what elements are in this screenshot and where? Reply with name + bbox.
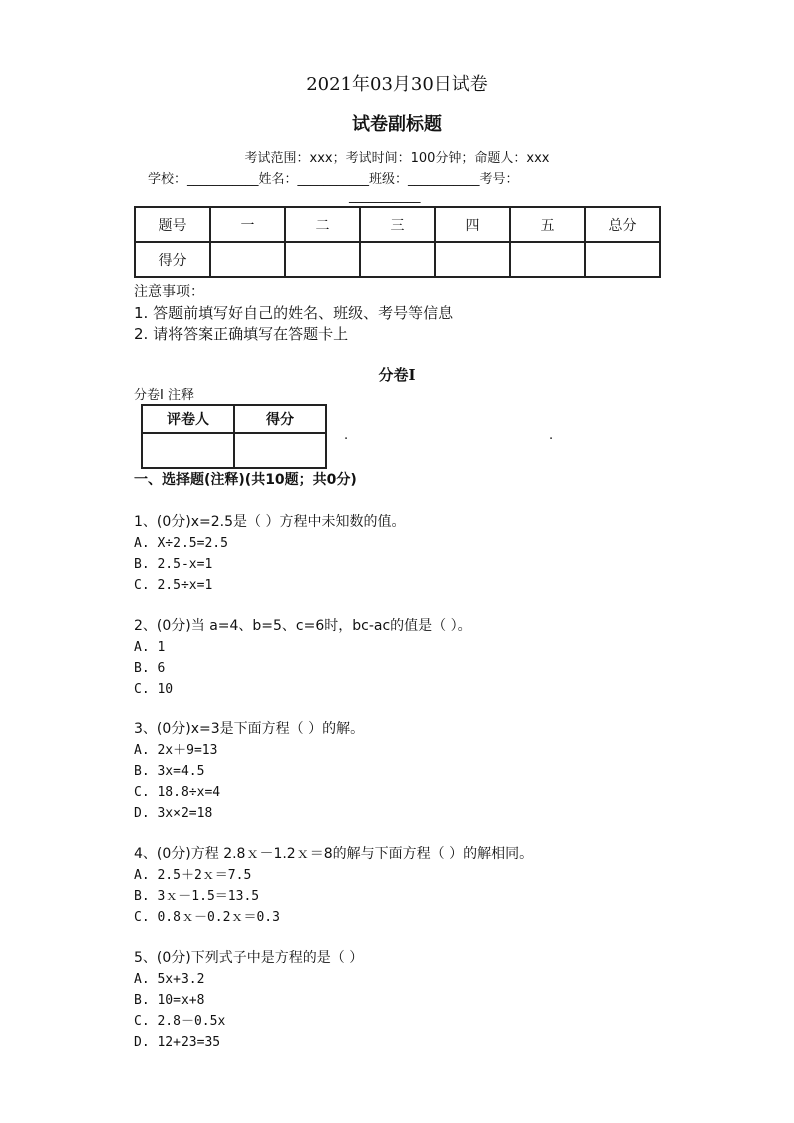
question-4 [134,844,533,928]
score-cell-empty [435,242,510,277]
question-2 [134,616,472,700]
exam-title: 2021年03月30日试卷 [306,74,488,95]
grader-header-row [142,405,326,433]
dot-marker: . [344,428,349,443]
dot-marker: . [549,428,554,443]
question-option: B. 3ｘ－1.5＝13.5 [134,889,260,904]
question-option: A. 2x＋9=13 [134,743,218,758]
grader-body-row [142,433,326,468]
score-cell-empty [360,242,435,277]
score-table-score-row [135,242,660,277]
score-table-header-row [135,207,660,242]
question-stem: 4、(0分)方程 2.8ｘ－1.2ｘ＝8的解与下面方程（ ）的解相同。 [134,846,534,862]
notes-item: 1. 答题前填写好自己的姓名、班级、考号等信息 [134,304,454,322]
question-option: C. 0.8ｘ－0.2ｘ＝0.3 [134,910,280,925]
score-cell: 二 [285,207,360,242]
score-cell: 五 [510,207,585,242]
grader-cell-empty [142,433,234,468]
question-option: C. 18.8÷x=4 [134,785,221,800]
student-info-line-continued: ___________ [349,189,421,204]
question-option: D. 12+23=35 [134,1035,221,1050]
question-option: B. 6 [134,661,166,676]
question-stem: 5、(0分)下列式子中是方程的是（ ） [134,950,364,966]
notes-item: 2. 请将答案正确填写在答题卡上 [134,325,349,343]
grader-header-cell: 评卷人 [142,405,234,433]
question-option: B. 10=x+8 [134,993,205,1008]
question-5 [134,948,363,1053]
score-cell: 总分 [585,207,660,242]
grader-table [141,404,327,469]
section-note: 分卷I 注释 [134,388,194,403]
question-1 [134,512,405,596]
score-table [134,206,661,278]
question-option: D. 3x×2=18 [134,806,213,821]
score-cell: 四 [435,207,510,242]
question-option: B. 2.5-x=1 [134,557,213,572]
grader-cell-empty [234,433,326,468]
grader-header-cell: 得分 [234,405,326,433]
notes-heading: 注意事项： [134,284,204,300]
question-option: C. 2.8－0.5x [134,1014,226,1029]
exam-info: 考试范围：xxx；考试时间：100分钟；命题人：xxx [244,151,550,166]
question-stem: 3、(0分)x=3是下面方程（ ）的解。 [134,721,365,737]
score-cell: 得分 [135,242,210,277]
section-title: 分卷I [378,366,416,384]
score-cell: 一 [210,207,285,242]
score-cell: 题号 [135,207,210,242]
question-option: A. 1 [134,640,166,655]
score-cell: 三 [360,207,435,242]
question-option: A. X÷2.5=2.5 [134,536,228,551]
question-option: A. 5x+3.2 [134,972,205,987]
question-option: A. 2.5＋2ｘ＝7.5 [134,868,252,883]
score-cell-empty [510,242,585,277]
notes [134,282,453,345]
score-cell-empty [585,242,660,277]
question-3 [134,719,364,824]
student-info-line: 学校：___________姓名：___________班级：___________考号： [148,172,519,187]
part-title: 一、选择题(注释)(共10题；共0分) [134,472,357,488]
question-option: C. 2.5÷x=1 [134,578,213,593]
question-stem: 1、(0分)x=2.5是（ ）方程中未知数的值。 [134,514,406,530]
score-cell-empty [285,242,360,277]
question-stem: 2、(0分)当 a=4、b=5、c=6时，bc-ac的值是（ ）。 [134,618,472,634]
score-cell-empty [210,242,285,277]
question-option: C. 10 [134,682,174,697]
question-option: B. 3x=4.5 [134,764,205,779]
exam-subtitle: 试卷副标题 [352,114,442,135]
